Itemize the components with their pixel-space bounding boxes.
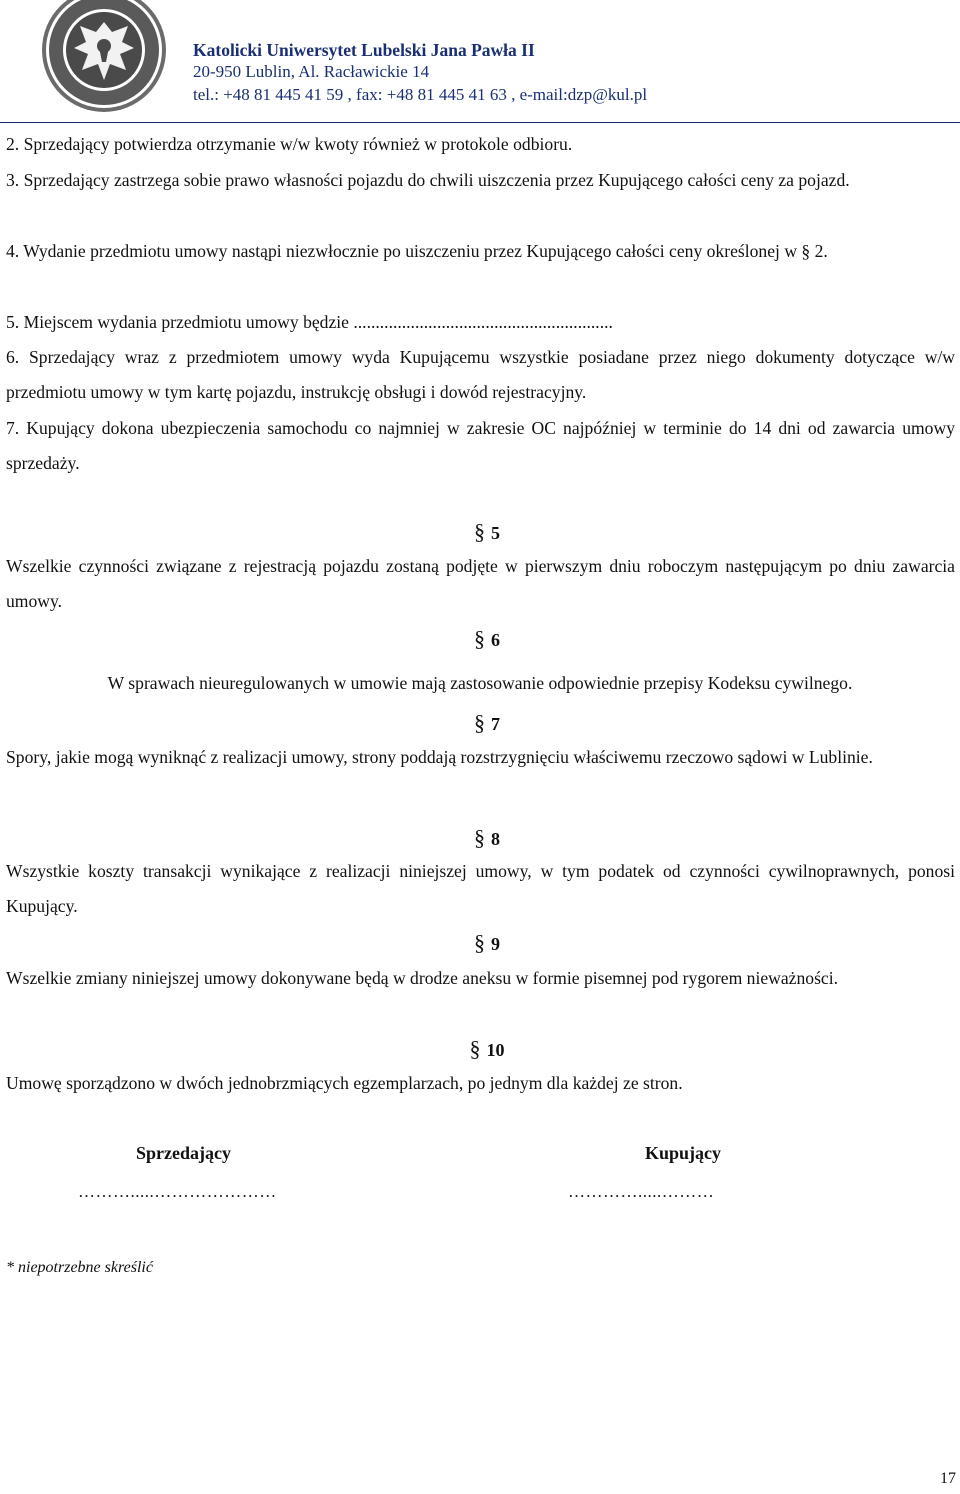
page-number: 17 xyxy=(940,1470,956,1487)
seller-signature-line: ……….....………………… xyxy=(78,1182,277,1201)
section-9-text: Wszelkie zmiany niniejszej umowy dokonywane będą w drodze aneksu w formie pisemnej pod rygorem nieważności. xyxy=(6,968,839,988)
clause-6: 6. Sprzedający wraz z przedmiotem umowy wyda Kupującemu wszystkie posiadane przez niego dokumenty dotyczące w/w przedmiotu umowy w tym kartę pojazdu, instrukcję obsługi i dowód rejestracyjny. xyxy=(6,347,955,402)
section-number: 6 xyxy=(491,630,500,650)
section-symbol: § xyxy=(469,1036,481,1061)
section-9-heading xyxy=(0,930,960,956)
buyer-signature-label: Kupujący xyxy=(645,1143,722,1163)
clause-5: 5. Miejscem wydania przedmiotu umowy będzie ........................................................... xyxy=(6,312,613,332)
institution-contact: tel.: +48 81 445 41 59 , fax: +48 81 445 41 63 , e-mail:dzp@kul.pl xyxy=(193,85,648,104)
section-10-heading xyxy=(0,1036,960,1062)
section-7-text: Spory, jakie mogą wyniknąć z realizacji umowy, strony poddają rozstrzygnięciu właściwemu rzeczowo sądowi w Lublinie. xyxy=(6,747,873,767)
clause-2: 2. Sprzedający potwierdza otrzymanie w/w kwoty również w protokole odbioru. xyxy=(6,134,573,154)
institution-address: 20-950 Lublin, Al. Racławickie 14 xyxy=(193,62,430,81)
clause-4: 4. Wydanie przedmiotu umowy nastąpi niezwłocznie po uiszczeniu przez Kupującego całości ceny określonej w § 2. xyxy=(6,241,828,261)
footnote: * niepotrzebne skreślić xyxy=(6,1259,153,1276)
section-number: 9 xyxy=(491,934,500,954)
section-symbol: § xyxy=(474,825,485,850)
section-5-text: Wszelkie czynności związane z rejestracją pojazdu zostaną podjęte w pierwszym dniu roboczym następującym po dniu zawarcia umowy. xyxy=(6,556,955,611)
section-8-heading xyxy=(0,825,960,851)
section-number: 10 xyxy=(486,1040,505,1060)
header-divider xyxy=(0,122,960,123)
institution-name: Katolicki Uniwersytet Lubelski Jana Pawła II xyxy=(193,40,535,60)
section-number: 5 xyxy=(491,523,500,543)
section-symbol: § xyxy=(474,930,485,955)
section-6-heading xyxy=(0,626,960,652)
section-number: 7 xyxy=(491,714,500,734)
clause-3: 3. Sprzedający zastrzega sobie prawo własności pojazdu do chwili uiszczenia przez Kupującego całości ceny za pojazd. xyxy=(6,170,850,190)
section-5-heading xyxy=(0,519,960,545)
section-7-heading xyxy=(0,710,960,736)
section-symbol: § xyxy=(474,710,485,735)
clause-7: 7. Kupujący dokona ubezpieczenia samochodu co najmniej w zakresie OC najpóźniej w terminie do 14 dni od zawarcia umowy sprzedaży. xyxy=(6,418,955,473)
section-symbol: § xyxy=(474,519,485,544)
section-6-text: W sprawach nieuregulowanych w umowie mają zastosowanie odpowiednie przepisy Kodeksu cywilnego. xyxy=(107,673,853,693)
section-8-text: Wszystkie koszty transakcji wynikające z realizacji niniejszej umowy, w tym podatek od czynności cywilnoprawnych, ponosi Kupujący. xyxy=(6,861,955,916)
section-number: 8 xyxy=(491,829,500,849)
university-logo xyxy=(34,0,174,116)
seller-signature-label: Sprzedający xyxy=(136,1143,231,1163)
section-10-text: Umowę sporządzono w dwóch jednobrzmiących egzemplarzach, po jednym dla każdej ze stron. xyxy=(6,1073,683,1093)
section-symbol: § xyxy=(474,626,485,651)
buyer-signature-line: ………….....……… xyxy=(568,1182,715,1201)
